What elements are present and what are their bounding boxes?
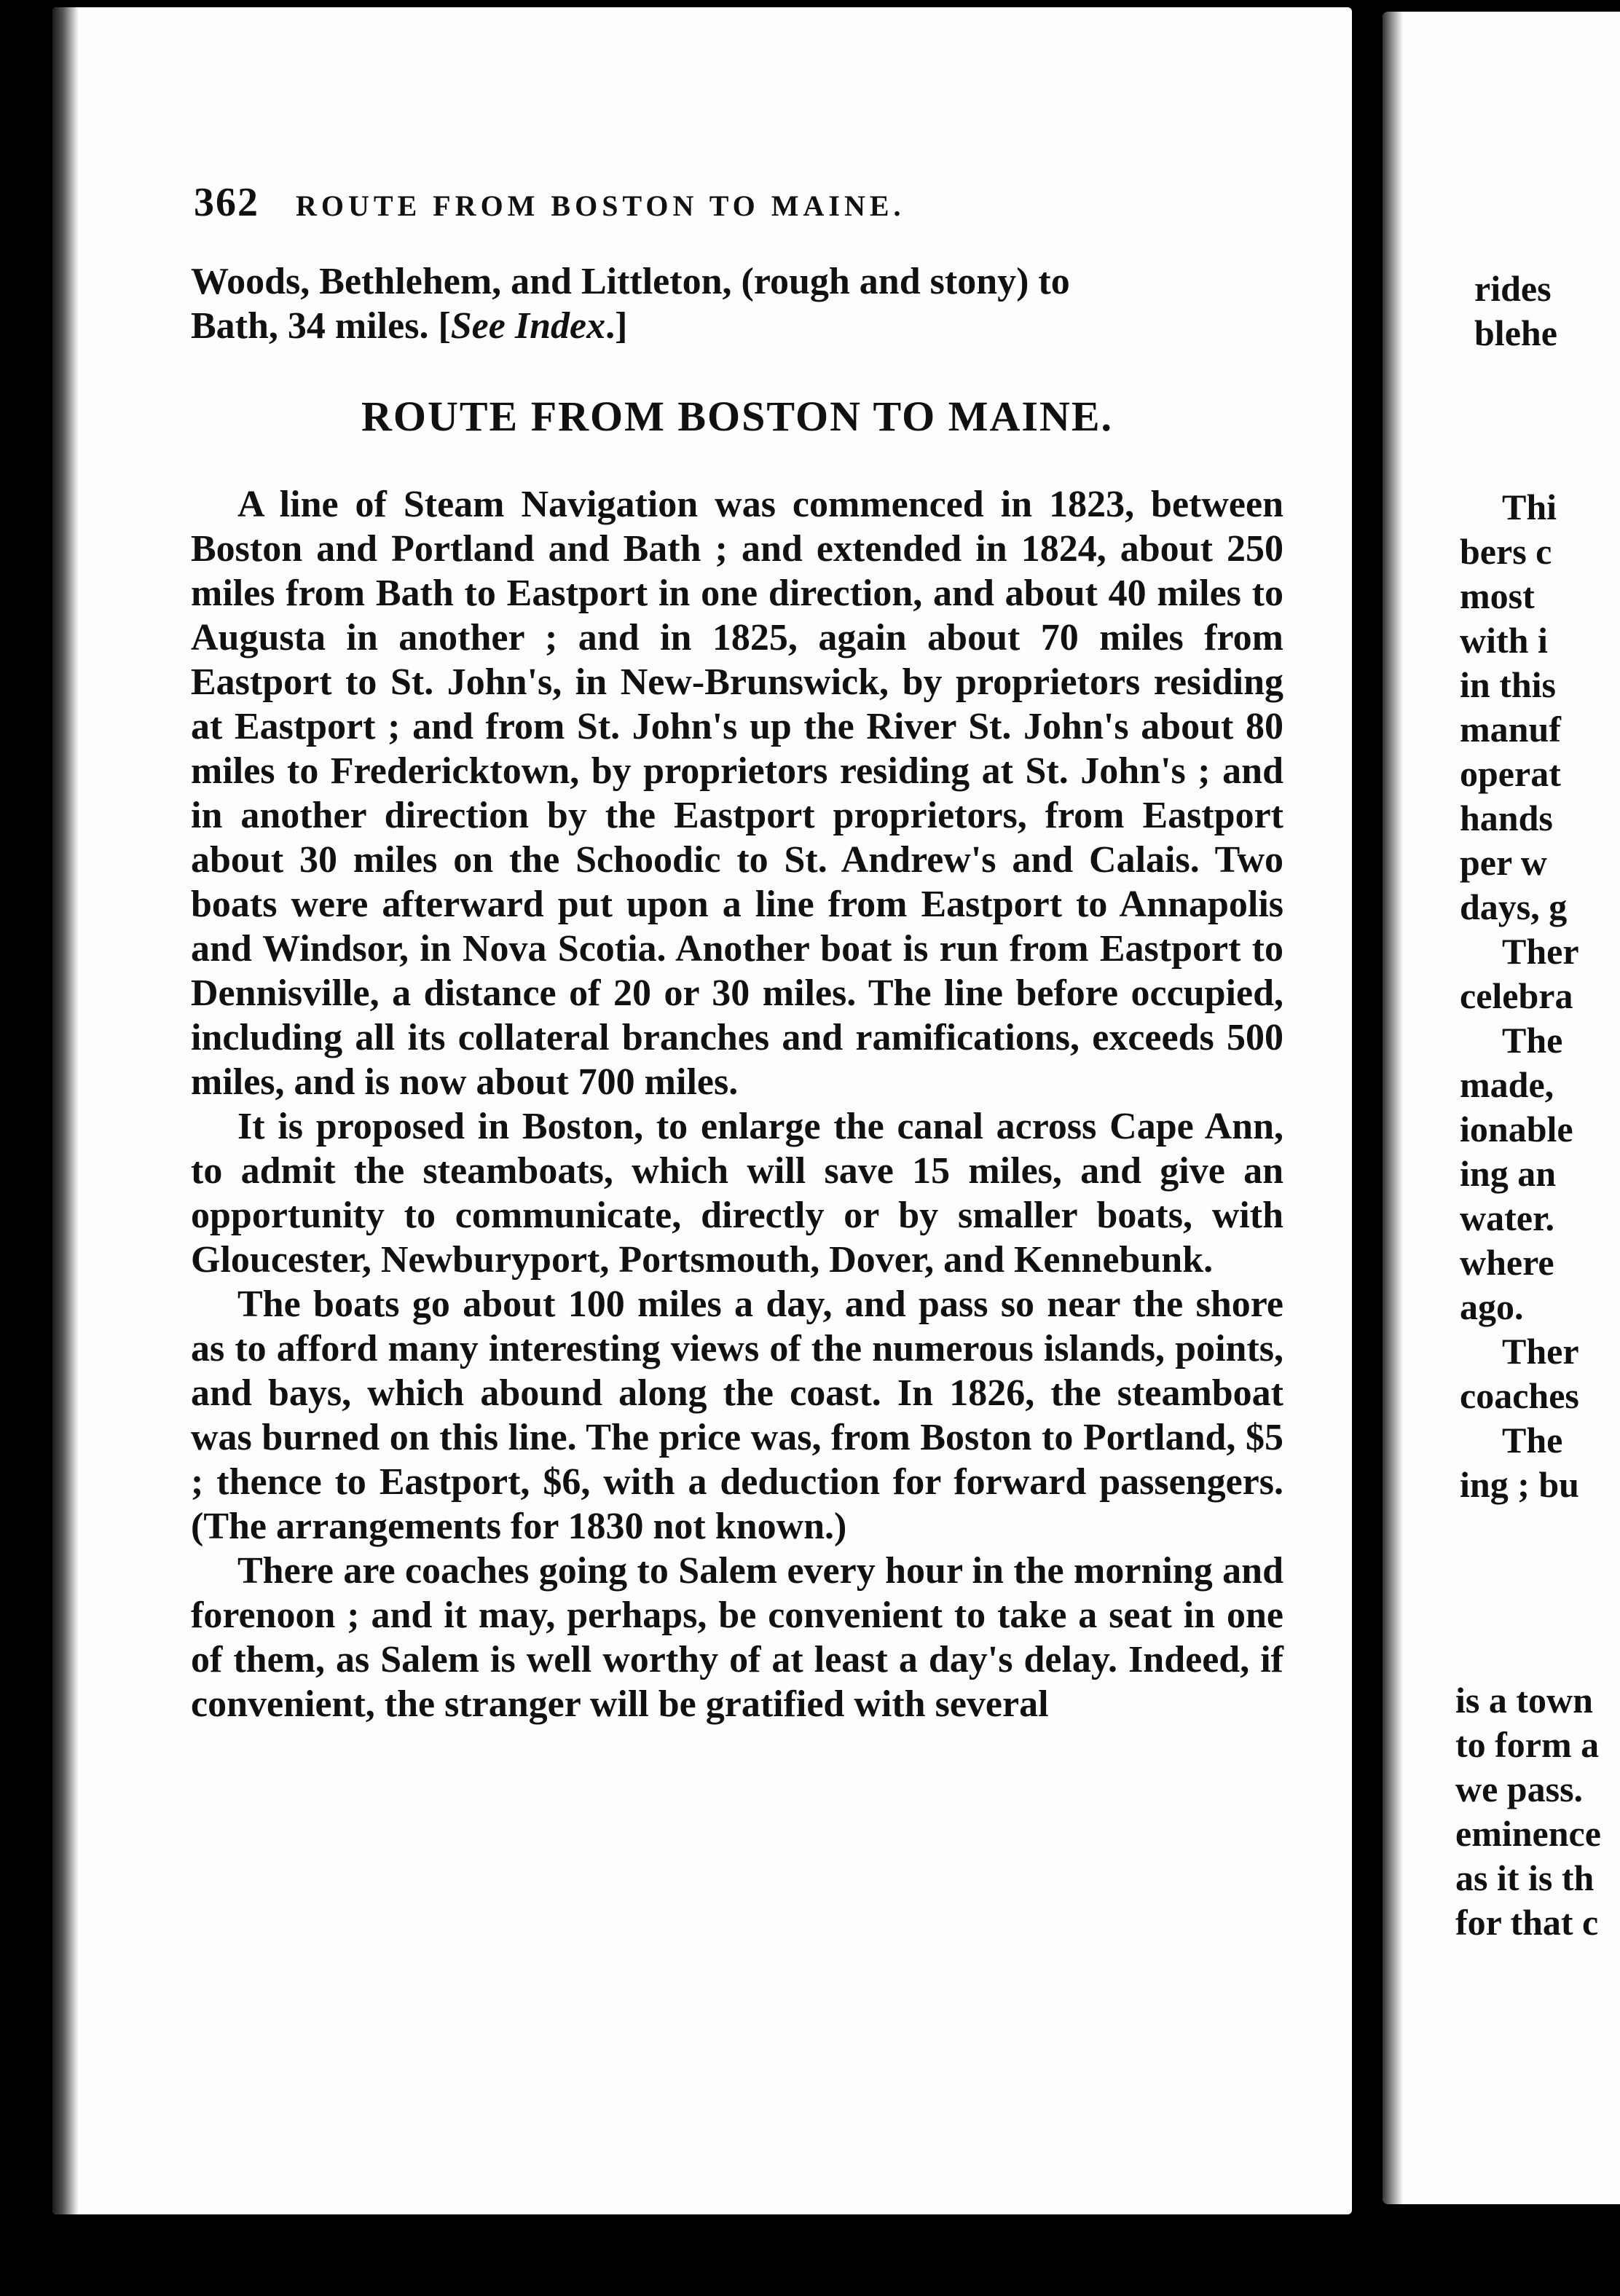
fragment-line: water. — [1460, 1198, 1555, 1238]
section-title: ROUTE FROM BOSTON TO MAINE. — [361, 393, 1114, 440]
gutter-shadow — [52, 7, 79, 2214]
paragraph: There are coaches going to Salem every hour in the morning and forenoon ; and it may, perhaps, be convenient to take a seat in one of them, as Salem is well worthy of at least a day's delay. Indeed, if convenient, the stranger will be gratified with several — [191, 1550, 1283, 1725]
fragment-line: Ther — [1502, 931, 1579, 972]
intro-line-2-end: .] — [605, 305, 628, 347]
fragment-line: hands — [1460, 798, 1553, 838]
scan-border — [0, 2216, 1620, 2296]
fragment-line: as it is th — [1455, 1857, 1595, 1898]
page-header — [194, 179, 1286, 230]
fragment-line: with i — [1460, 620, 1548, 661]
fragment-line: eminence — [1455, 1813, 1601, 1854]
fragment-line: ionable — [1460, 1109, 1573, 1149]
intro-text — [191, 259, 1283, 348]
fragment-line: in this — [1460, 664, 1557, 705]
right-fragment-middle — [1460, 485, 1579, 1507]
fragment-line: ago. — [1460, 1286, 1524, 1327]
fragment-line: most — [1460, 575, 1535, 616]
fragment-line: Ther — [1502, 1331, 1579, 1372]
fragment-line: Thi — [1502, 487, 1557, 527]
fragment-line: for that c — [1455, 1902, 1599, 1943]
fragment-line: The — [1502, 1420, 1563, 1460]
fragment-line: bers c — [1460, 531, 1552, 572]
page-number: 362 — [194, 180, 259, 225]
fragment-line: made, — [1460, 1064, 1554, 1105]
right-fragment-top — [1474, 267, 1557, 355]
see-index-reference: See Index — [450, 305, 606, 347]
right-fragment-bottom — [1455, 1678, 1601, 1945]
fragment-line: is a town — [1455, 1680, 1593, 1721]
fragment-line: coaches — [1460, 1375, 1579, 1416]
intro-line-2-text: Bath, 34 miles. [ — [191, 305, 451, 347]
fragment-line: ing an — [1460, 1153, 1557, 1194]
body-text — [191, 482, 1283, 1726]
fragment-line: where — [1460, 1242, 1554, 1283]
fragment-line: per w — [1460, 842, 1547, 883]
fragment-line: ing ; bu — [1460, 1464, 1579, 1505]
paragraph: The boats go about 100 miles a day, and pass so near the shore as to afford many interesting views of the numerous islands, points, and bays, which abound along the coast. In 1826, the steamboat was burned on this line. The price was, from Boston to Portland, $5 ; thence to Eastport, $6, with a deduction for forward passengers. (The arrangements for 1830 not known.) — [191, 1283, 1283, 1547]
intro-line-2 — [191, 304, 1283, 348]
fragment-line: manuf — [1460, 709, 1561, 750]
right-page — [1383, 12, 1620, 2204]
fragment-line: blehe — [1474, 312, 1557, 353]
fragment-line: celebra — [1460, 975, 1573, 1016]
intro-line-1: Woods, Bethlehem, and Littleton, (rough and stony) to — [191, 261, 1070, 302]
fragment-line: we pass. — [1455, 1769, 1584, 1809]
fragment-line: operat — [1460, 753, 1561, 794]
fragment-line: rides — [1474, 268, 1552, 309]
left-page — [52, 7, 1352, 2214]
fragment-line: The — [1502, 1020, 1563, 1061]
running-head: ROUTE FROM BOSTON TO MAINE. — [296, 189, 905, 222]
fragment-line: days, g — [1460, 886, 1568, 927]
paragraph: It is proposed in Boston, to enlarge the canal across Cape Ann, to admit the steamboats, which will save 15 miles, and give an opportunity to communicate, directly or by smaller boats, with Gloucester, Newburyport, Portsmouth, Dover, and Kennebunk. — [191, 1106, 1283, 1281]
fragment-line: to form a — [1455, 1724, 1600, 1765]
paragraph: A line of Steam Navigation was commenced in 1823, between Boston and Portland and Bath ; and extended in 1824, about 250 miles from Bath to Eastport in one direction, and about 40 miles to Augusta in another ; and in 1825, again about 70 miles from Eastport to St. John's, in New-Brunswick, by proprietors residing at Eastport ; and from St. John's up the River St. John's about 80 miles to Fredericktown, by proprietors residing at St. John's ; and in another direction by the Eastport proprietors, from Eastport about 30 miles on the Schoodic to St. Andrew's and Calais. Two boats were afterward put upon a line from Eastport to Annapolis and Windsor, in Nova Scotia. Another boat is run from Eastport to Dennisville, a distance of 20 or 30 miles. The line before occupied, including all its collateral branches and ramifications, exceeds 500 miles, and is now about 700 miles. — [191, 484, 1283, 1103]
right-gutter-shadow — [1383, 12, 1403, 2204]
